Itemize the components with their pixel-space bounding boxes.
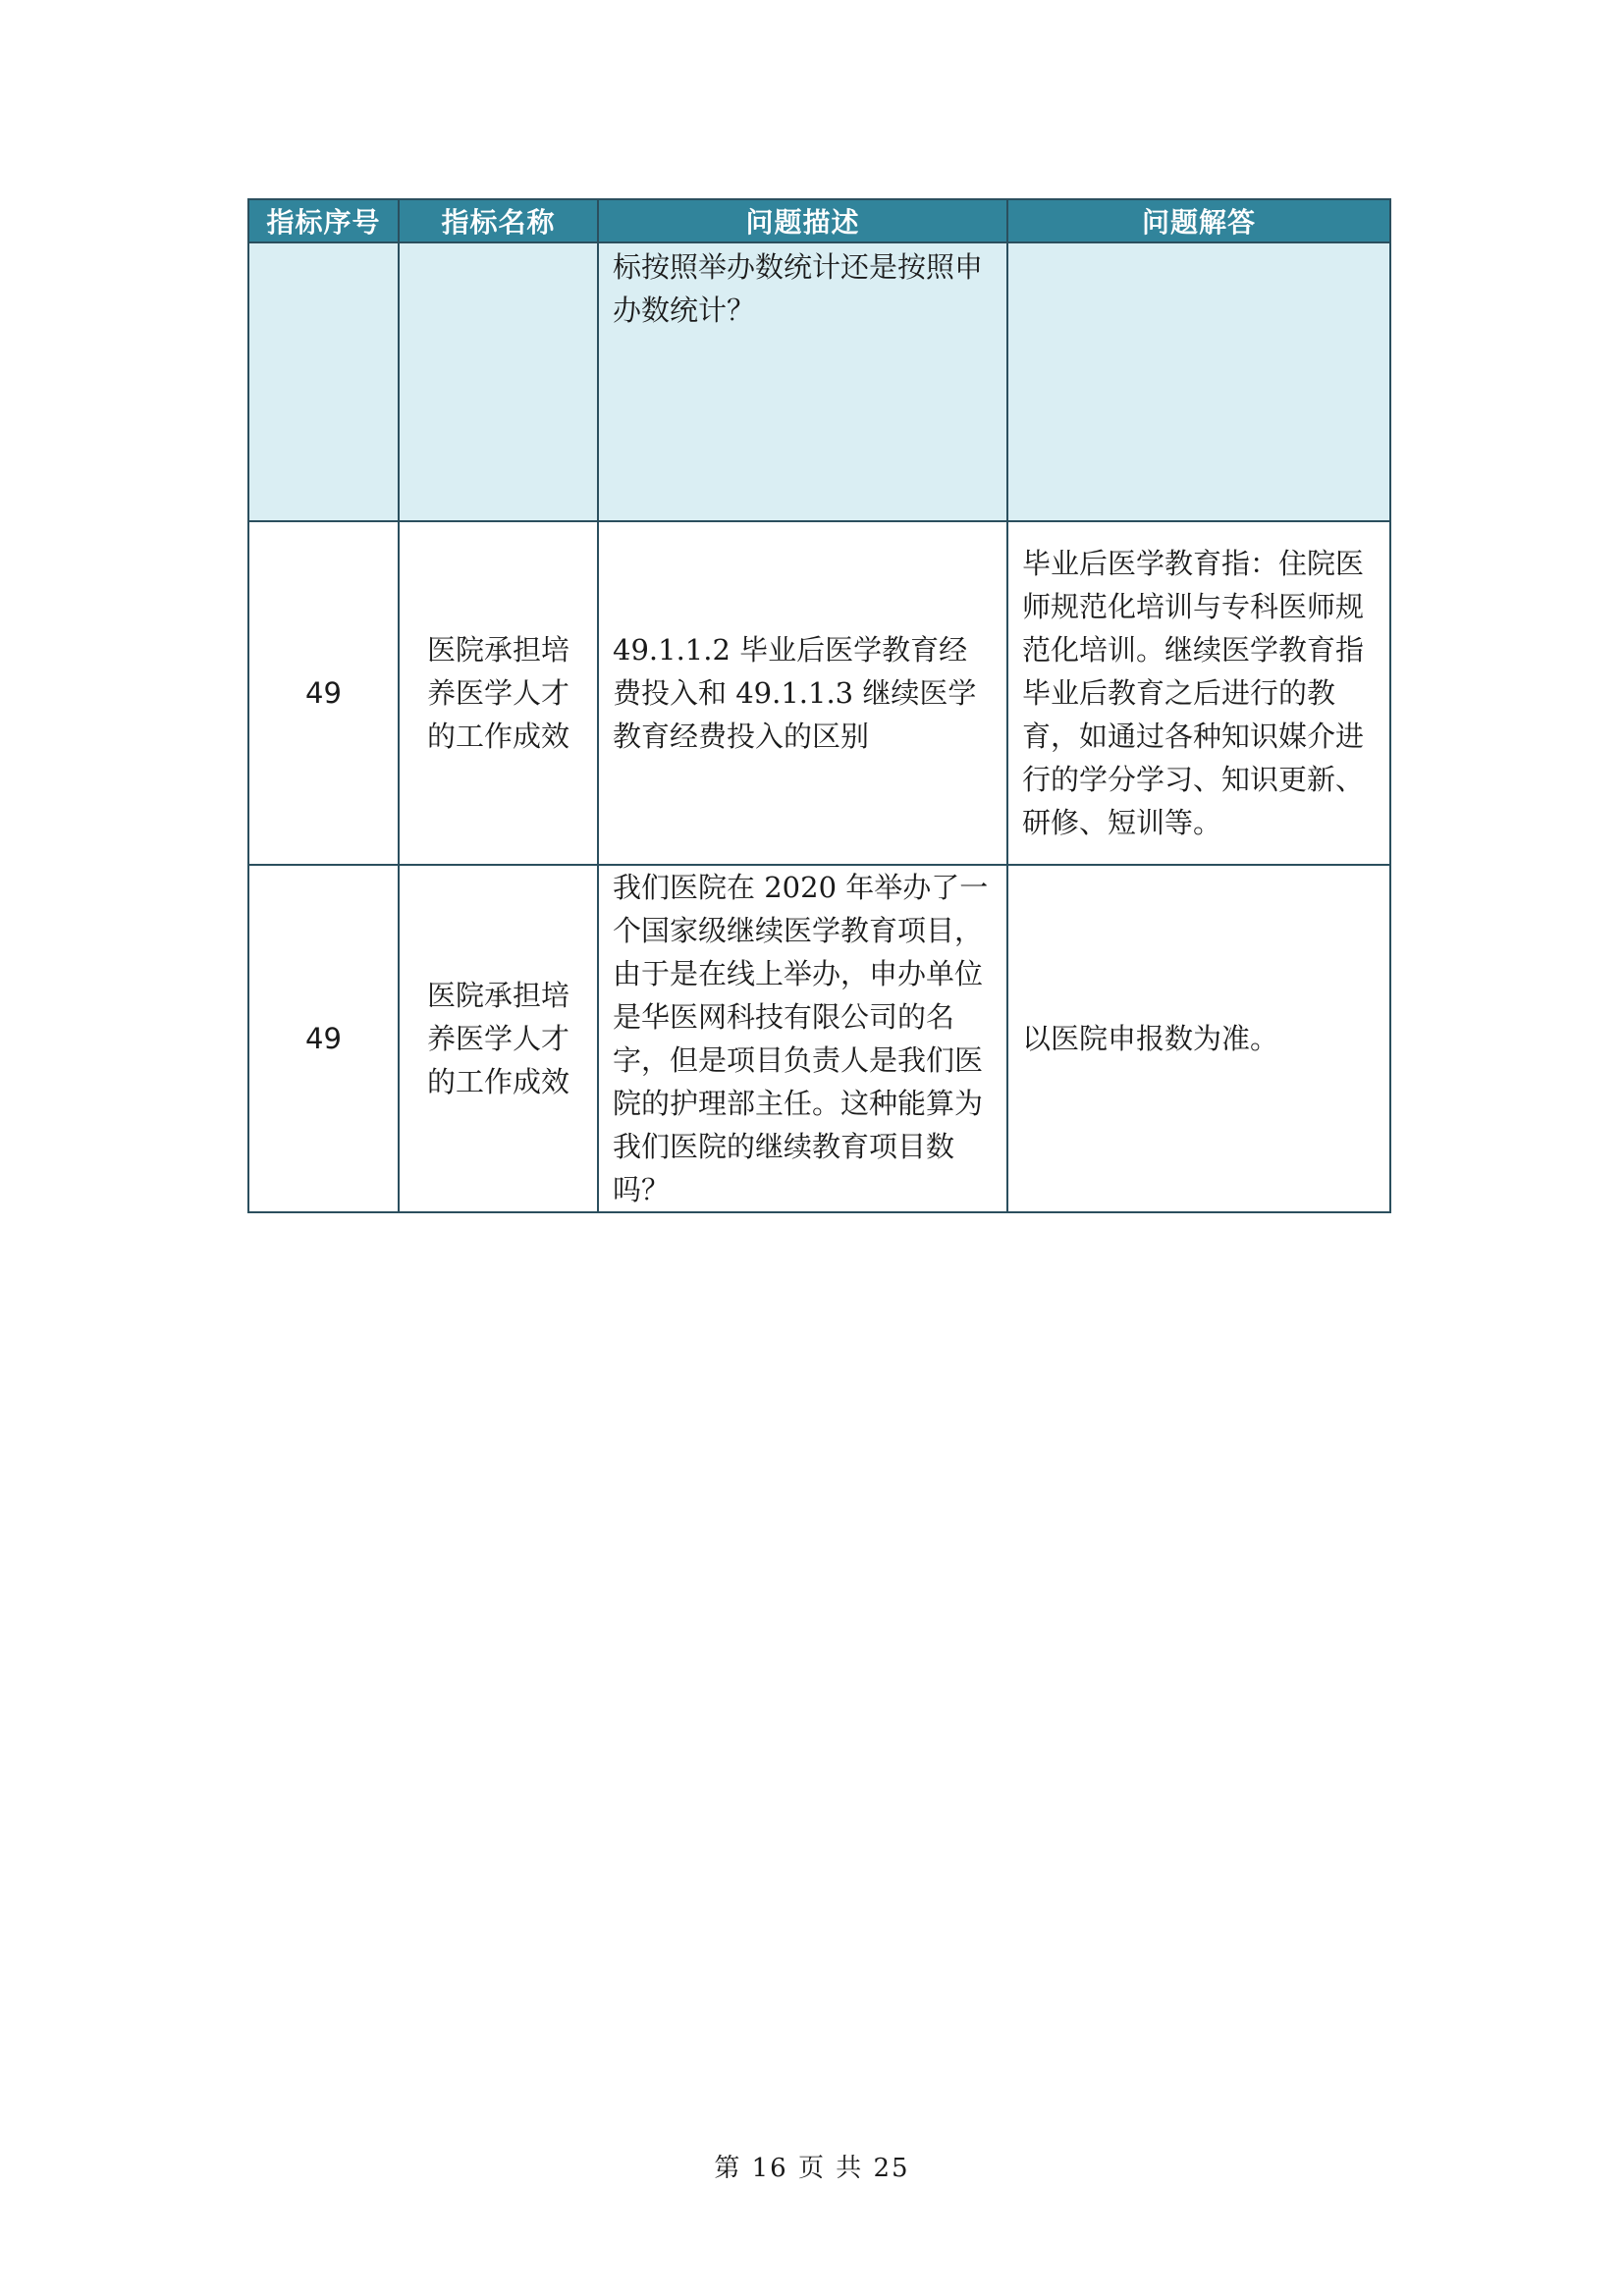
cell-name: 医院承担培养医学人才的工作成效	[399, 521, 598, 865]
table-row-continued	[248, 242, 1390, 521]
cell-number: 49	[248, 521, 399, 865]
cell-description: 我们医院在 2020 年举办了一个国家级继续医学教育项目，由于是在线上举办，申办单位是华医网科技有限公司的名字，但是项目负责人是我们医院的护理部主任。这种能算为我们医院的继续教育项目数吗？	[598, 865, 1007, 1212]
cell-answer: 以医院申报数为准。	[1007, 865, 1390, 1212]
header-index: 指标序号	[248, 199, 399, 242]
table-header	[248, 199, 1390, 242]
cell-name: 医院承担培养医学人才的工作成效	[399, 865, 598, 1212]
page-number-footer: 第 16 页 共 25	[714, 2154, 910, 2183]
cell-description: 49.1.1.2 毕业后医学教育经费投入和 49.1.1.3 继续医学教育经费投入的区别	[598, 521, 1007, 865]
cell-answer	[1007, 242, 1390, 521]
table-row	[248, 865, 1390, 1212]
cell-number: 49	[248, 865, 399, 1212]
table-body	[248, 242, 1390, 1212]
header-description: 问题描述	[598, 199, 1007, 242]
header-row	[248, 199, 1390, 242]
cell-name	[399, 242, 598, 521]
cell-answer: 毕业后医学教育指：住院医师规范化培训与专科医师规范化培训。继续医学教育指毕业后教育之后进行的教育，如通过各种知识媒介进行的学分学习、知识更新、研修、短训等。	[1007, 521, 1390, 865]
header-name: 指标名称	[399, 199, 598, 242]
cell-number	[248, 242, 399, 521]
qa-table	[247, 198, 1391, 1213]
table-row	[248, 521, 1390, 865]
cell-description: 标按照举办数统计还是按照申办数统计？	[598, 242, 1007, 521]
header-answer: 问题解答	[1007, 199, 1390, 242]
